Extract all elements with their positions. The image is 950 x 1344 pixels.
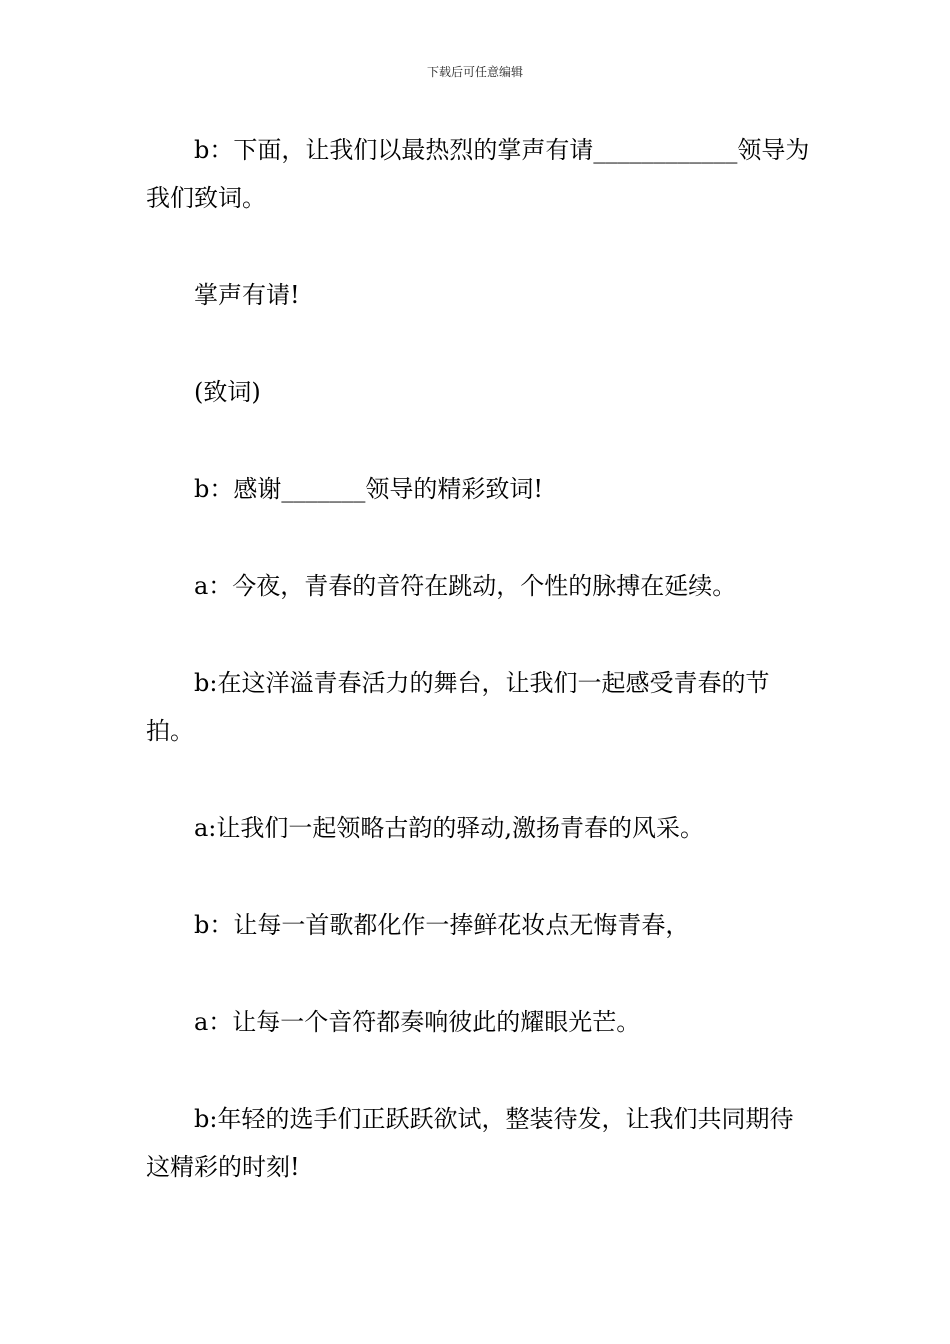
paragraph-3: (致词) [194,378,261,406]
paragraph-5: a：今夜，青春的音符在跳动，个性的脉搏在延续。 [194,572,737,600]
page-header-note: 下载后可任意编辑 [426,65,523,79]
paragraph-1: b：下面，让我们以最热烈的掌声有请____________领导为我们致词。 [146,136,810,212]
paragraph-8: b：让每一首歌都化作一捧鲜花妆点无悔青春， [194,911,690,939]
paragraph-4: b：感谢_______领导的精彩致词! [194,475,544,503]
paragraph-2: 掌声有请! [194,281,300,309]
paragraph-10: b:年轻的选手们正跃跃欲试，整装待发，让我们共同期待这精彩的时刻! [146,1105,794,1181]
paragraph-9: a：让每一个音符都奏响彼此的耀眼光芒。 [194,1008,641,1036]
document-body [146,126,810,1240]
paragraph-6: b:在这洋溢青春活力的舞台，让我们一起感受青春的节拍。 [146,669,770,745]
paragraph-7: a:让我们一起领略古韵的驿动,激扬青春的风采。 [194,814,705,842]
